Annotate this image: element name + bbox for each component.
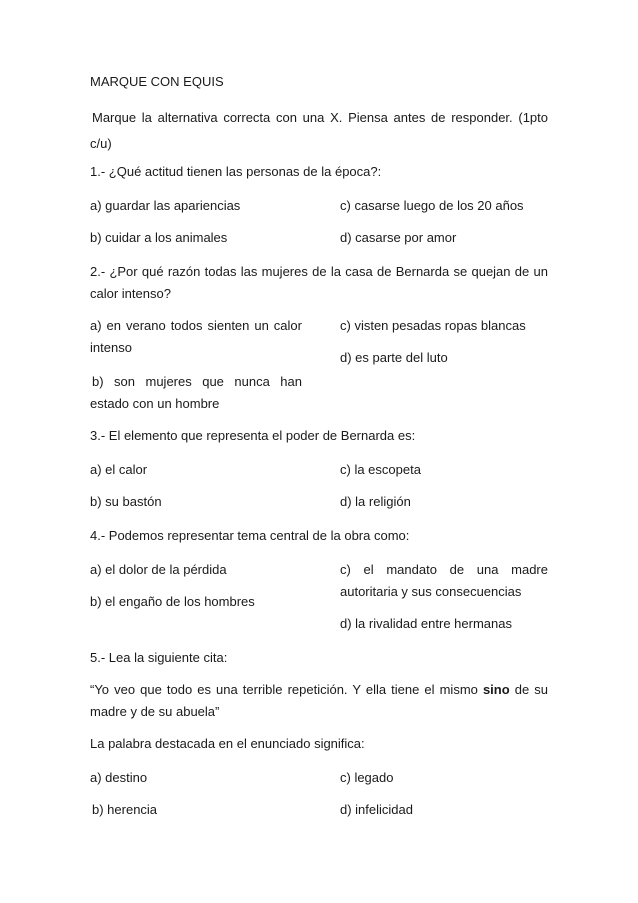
q3-option-d[interactable]: d) la religión	[340, 494, 411, 509]
question-4: 4.- Podemos representar tema central de la obra como:	[90, 528, 410, 543]
question-5: 5.- Lea la siguiente cita:	[90, 650, 228, 665]
q1-option-d[interactable]: d) casarse por amor	[340, 230, 457, 245]
instructions-line-1: Marque la alternativa correcta con una X. Piensa antes de responder. (1pto	[92, 110, 548, 125]
q5-option-c[interactable]: c) legado	[340, 770, 394, 785]
q3-option-c[interactable]: c) la escopeta	[340, 462, 421, 477]
q5-quote-line-1	[90, 682, 548, 698]
question-2-line-1: 2.- ¿Por qué razón todas las mujeres de la casa de Bernarda se quejan de un	[90, 264, 548, 279]
q5-quote-post: de su	[509, 682, 548, 697]
q2-option-b-line-1[interactable]: b) son mujeres que nunca han	[92, 374, 302, 389]
q2-option-c[interactable]: c) visten pesadas ropas blancas	[340, 318, 526, 333]
q5-option-d[interactable]: d) infelicidad	[340, 802, 413, 817]
q5-prompt: La palabra destacada en el enunciado significa:	[90, 736, 365, 751]
q5-option-b[interactable]: b) herencia	[92, 802, 158, 817]
q4-option-b[interactable]: b) el engaño de los hombres	[90, 594, 255, 609]
q5-quote-pre: “Yo veo que todo es una terrible repetición. Y ella tiene el mismo	[90, 682, 483, 697]
q5-quote-line-2: madre y de su abuela”	[90, 704, 220, 719]
heading: MARQUE CON EQUIS	[90, 74, 224, 89]
q2-option-d[interactable]: d) es parte del luto	[340, 350, 448, 365]
q1-option-b[interactable]: b) cuidar a los animales	[90, 230, 228, 245]
q4-option-a[interactable]: a) el dolor de la pérdida	[90, 562, 227, 577]
q4-option-c-line-1[interactable]: c) el mandato de una madre	[340, 562, 548, 577]
q2-option-a-line-1[interactable]: a) en verano todos sienten un calor	[90, 318, 302, 333]
q2-option-a-line-2[interactable]: intenso	[90, 340, 132, 355]
q1-option-c[interactable]: c) casarse luego de los 20 años	[340, 198, 524, 213]
q4-option-c-line-2[interactable]: autoritaria y sus consecuencias	[340, 584, 522, 599]
q2-option-b-line-2[interactable]: estado con un hombre	[90, 396, 220, 411]
instructions-line-2: c/u)	[90, 136, 112, 151]
q5-option-a[interactable]: a) destino	[90, 770, 148, 785]
q3-option-b[interactable]: b) su bastón	[90, 494, 162, 509]
question-2-line-2: calor intenso?	[90, 286, 171, 301]
q1-option-a[interactable]: a) guardar las apariencias	[90, 198, 241, 213]
q4-option-d[interactable]: d) la rivalidad entre hermanas	[340, 616, 512, 631]
question-3: 3.- El elemento que representa el poder de Bernarda es:	[90, 428, 416, 443]
q3-option-a[interactable]: a) el calor	[90, 462, 148, 477]
q5-quote-highlight: sino	[482, 682, 510, 697]
question-1: 1.- ¿Qué actitud tienen las personas de la época?:	[90, 164, 382, 179]
